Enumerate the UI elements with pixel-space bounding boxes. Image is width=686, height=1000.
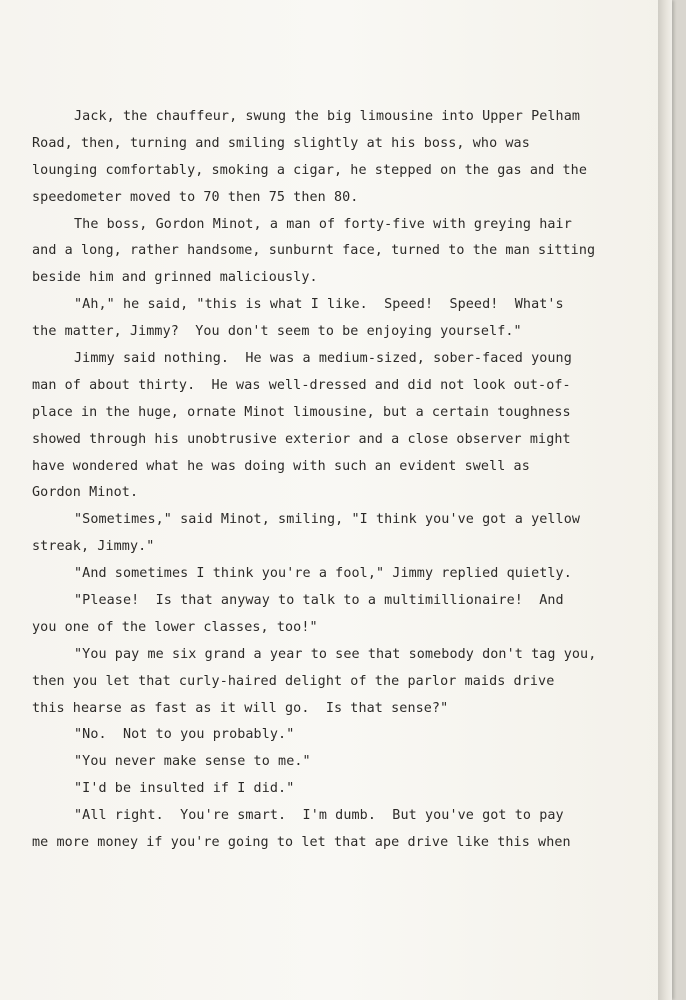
text-line: speedometer moved to 70 then 75 then 80. [32,189,359,205]
text-line: me more money if you're going to let that ape drive like this when [32,835,571,851]
text-line: Jack, the chauffeur, swung the big limousine into Upper Pelham [74,109,581,124]
text-line: this hearse as fast as it will go. Is that sense?" [32,700,449,716]
text-line: "Please! Is that anyway to talk to a multimillionaire! And [74,593,564,609]
paragraph [32,561,662,588]
text-line: showed through his unobtrusive exterior and a close observer might [32,431,571,447]
text-line: Gordon Minot. [32,485,139,501]
text-line: "No. Not to you probably." [74,727,295,743]
text-line: beside him and grinned maliciously. [32,270,318,286]
text-line: have wondered what he was doing with such an evident swell as [32,458,530,474]
paragraph [32,803,662,857]
text-line: "All right. You're smart. I'm dumb. But you've got to pay [74,808,564,824]
paragraph [32,212,662,293]
paragraph [32,642,662,723]
paragraph [32,588,662,642]
text-line: Road, then, turning and smiling slightly at his boss, who was [32,135,530,151]
text-line: you one of the lower classes, too!" [32,619,318,635]
text-line: Jimmy said nothing. He was a medium-sized, sober-faced young [74,351,572,367]
text-line: "You pay me six grand a year to see that somebody don't tag you, [74,646,597,662]
paragraph [32,749,662,776]
text-line: and a long, rather handsome, sunburnt face, turned to the man sitting [32,243,596,259]
text-line: man of about thirty. He was well-dressed and did not look out-of- [32,377,571,393]
text-line: streak, Jimmy." [32,539,155,555]
text-line: then you let that curly-haired delight of the parlor maids drive [32,673,555,689]
paragraph [32,292,662,346]
paragraph [32,776,662,803]
text-line: place in the huge, ornate Minot limousine, but a certain toughness [32,404,571,420]
paragraph [32,346,662,507]
paragraph [32,104,662,212]
text-line: the matter, Jimmy? You don't seem to be enjoying yourself." [32,324,522,340]
manuscript-body [32,104,662,857]
text-line: "Sometimes," said Minot, smiling, "I think you've got a yellow [74,512,581,528]
text-line: "Ah," he said, "this is what I like. Speed! Speed! What's [74,297,564,313]
text-line: lounging comfortably, smoking a cigar, he stepped on the gas and the [32,162,588,178]
text-line: "You never make sense to me." [74,754,311,770]
text-line: The boss, Gordon Minot, a man of forty-five with greying hair [74,216,572,232]
text-line: "And sometimes I think you're a fool," Jimmy replied quietly. [74,566,572,582]
text-line: "I'd be insulted if I did." [74,781,295,797]
paragraph [32,722,662,749]
paragraph [32,507,662,561]
